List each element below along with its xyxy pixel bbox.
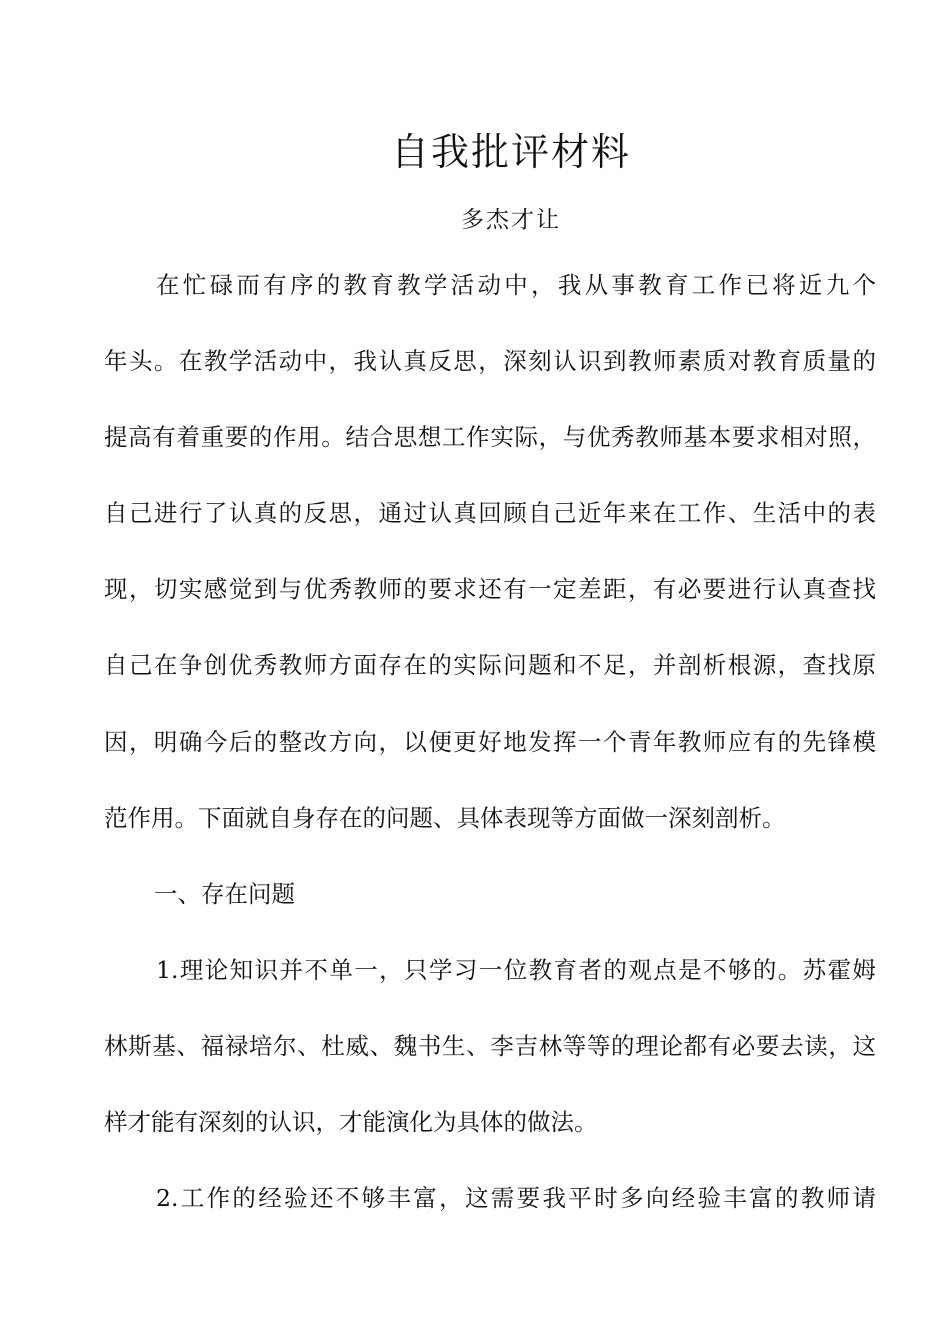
paragraph-line: 2.工作的经验还不够丰富，这需要我平时多向经验丰富的教师请: [156, 1184, 876, 1213]
paragraph-line: 1.理论知识并不单一，只学习一位教育者的观点是不够的。苏霍姆: [156, 955, 876, 984]
paragraph-line: 年头。在教学活动中，我认真反思，深刻认识到教师素质对教育质量的: [104, 347, 876, 376]
author-name: 多杰才让: [461, 207, 561, 233]
paragraph-line: 样才能有深刻的认识，才能演化为具体的做法。: [104, 1108, 598, 1137]
paragraph-line: 自己进行了认真的反思，通过认真回顾自己近年来在工作、生活中的表: [104, 499, 876, 528]
section-heading: 一、存在问题: [154, 879, 295, 908]
paragraph-line: 现，切实感觉到与优秀教师的要求还有一定差距，有必要进行认真查找: [104, 575, 876, 604]
paragraph-line: 因，明确今后的整改方向，以便更好地发挥一个青年教师应有的先锋模: [104, 727, 876, 756]
paragraph-line: 提高有着重要的作用。结合思想工作实际，与优秀教师基本要求相对照，: [104, 423, 876, 452]
paragraph-line: 林斯基、福禄培尔、杜威、魏书生、李吉林等等的理论都有必要去读，这: [104, 1031, 876, 1060]
body-text: [104, 256, 876, 1245]
paragraph-line: 自己在争创优秀教师方面存在的实际问题和不足，并剖析根源，查找原: [104, 651, 876, 680]
document-title: 自我批评材料: [390, 130, 631, 174]
paragraph-line: 在忙碌而有序的教育教学活动中，我从事教育工作已将近九个: [156, 271, 876, 299]
paragraph-line: 范作用。下面就自身存在的问题、具体表现等方面做一深刻剖析。: [104, 803, 786, 832]
